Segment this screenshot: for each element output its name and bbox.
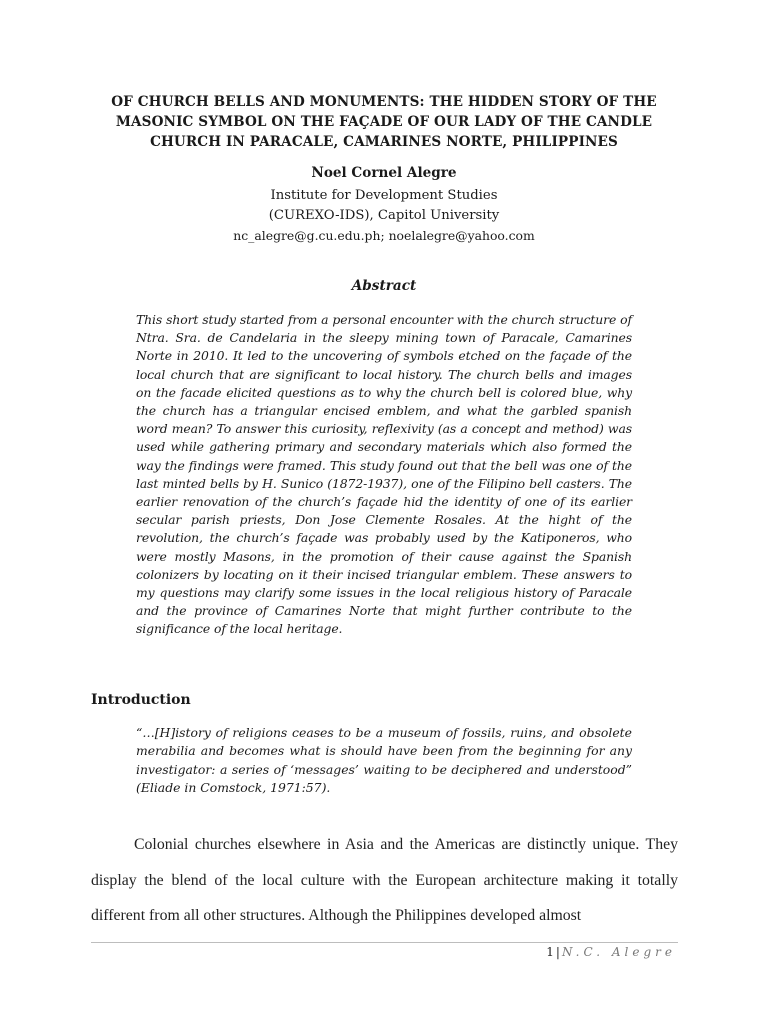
affiliation-university: (CUREXO-IDS), Capitol University [268, 208, 500, 223]
abstract-text: This short study started from a personal encounter with the church structure of Ntra. Sra. de Candelaria in the sleepy mining town of Paracale, Camarines Norte in 2010. It led to the uncovering of symbols etched on the façade of the local church that are significant to local history. The church bells and images on the facade elicited questions as to why the church bell is colored blue, why the church has a triangular encised emblem, and what the garbled spanish word mean? To answer this curiosity, reflexivity (as a concept and method) was used while gathering primary and secondary materials which also formed the way the findings were framed. This study found out that the bell was one of the last minted bells by H. Sunico (1872-1937), one of the Filipino bell casters. The earlier renovation of the church’s façade hid the identity of one of its earlier secular parish priests, Don Jose Clemente Rosales. At the hight of the revolution, the church’s façade was probably used by the Katiponeros, who were mostly Masons, in the promotion of their cause against the Spanish colonizers by locating on it their incised triangular emblem. These answers to my questions may clarify some issues in the local religious history of Paracale and the province of Camarines Norte that might further contribute to the significance of the local heritage. [136, 312, 632, 637]
affiliation-institute: Institute for Development Studies [270, 188, 498, 203]
title-line-3: CHURCH IN PARACALE, CAMARINES NORTE, PHILIPPINES [150, 134, 618, 150]
footer-divider [91, 942, 678, 943]
title-line-1: OF CHURCH BELLS AND MONUMENTS: THE HIDDEN STORY OF THE [111, 94, 657, 110]
introduction-heading: Introduction [91, 692, 191, 708]
page-number: 1 [546, 945, 554, 959]
footer-separator: | [555, 945, 560, 959]
abstract-heading: Abstract [351, 278, 417, 294]
running-head: N.C. Alegre [561, 945, 676, 959]
page-footer [546, 945, 676, 959]
title-line-2: MASONIC SYMBOL ON THE FAÇADE OF OUR LADY OF THE CANDLE [115, 114, 653, 130]
author-affiliation [0, 186, 768, 246]
body-paragraph: Colonial churches elsewhere in Asia and the Americas are distinctly unique. They display the blend of the local culture with the European architecture making it totally different from all other structures. Although the Philippines developed almost [91, 836, 678, 924]
author-emails: nc_alegre@g.cu.edu.ph; noelalegre@yahoo.com [233, 228, 535, 243]
author-name: Noel Cornel Alegre [311, 165, 457, 181]
epigraph-quote: “…[H]istory of religions ceases to be a museum of fossils, ruins, and obsolete merabilia and becomes what is should have been from the beginning for any investigator: a series of ‘messages’ waiting to be deciphered and understood” (Eliade in Comstock, 1971:57). [136, 725, 632, 796]
paper-title [96, 92, 672, 152]
